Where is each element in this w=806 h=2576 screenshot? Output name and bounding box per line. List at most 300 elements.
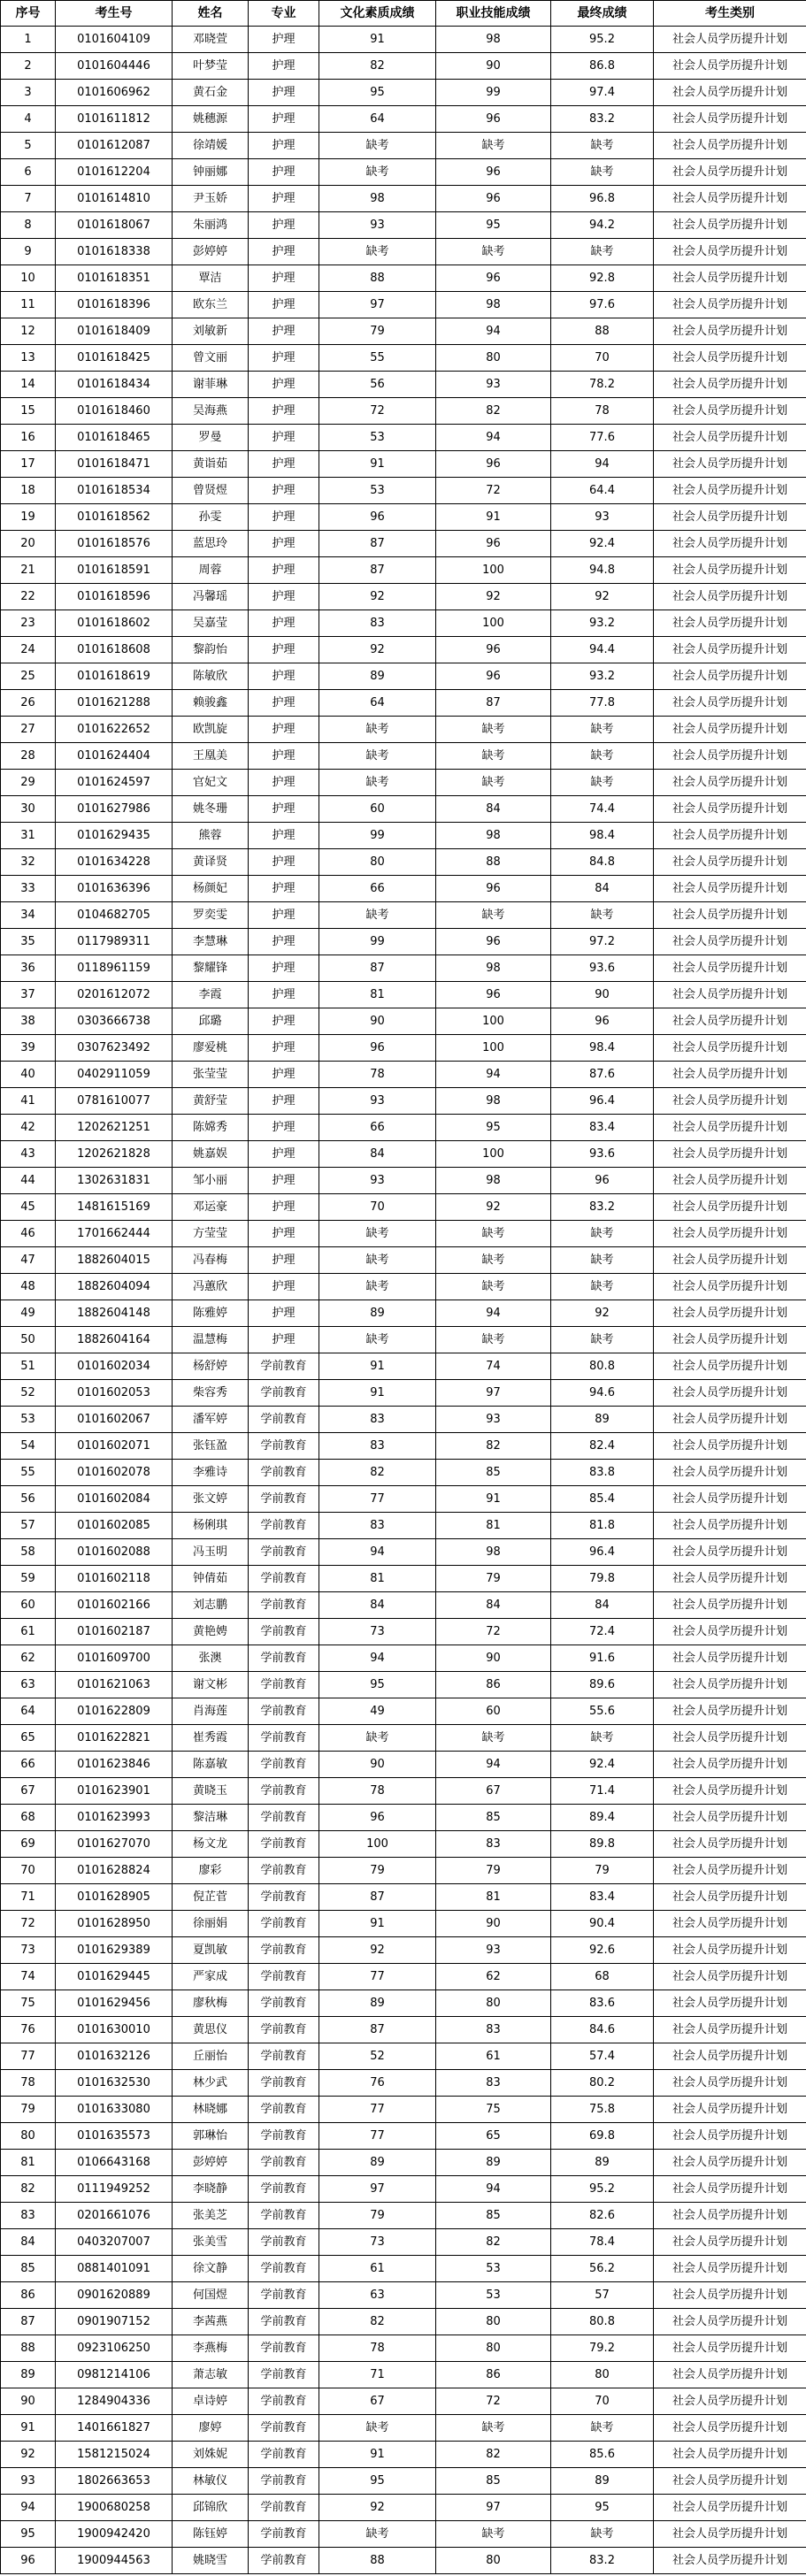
cell-skill-score: 100 — [436, 1141, 551, 1168]
cell-category: 社会人员学历提升计划 — [654, 557, 806, 584]
cell-category: 社会人员学历提升计划 — [654, 2388, 806, 2415]
cell-culture-score: 56 — [319, 372, 436, 398]
cell-skill-score: 98 — [436, 292, 551, 318]
cell-seq: 17 — [1, 451, 56, 478]
cell-skill-score: 94 — [436, 1752, 551, 1778]
table-row — [1, 1380, 806, 1407]
cell-final-score: 85.4 — [551, 1486, 654, 1513]
cell-major: 学前教育 — [249, 2203, 319, 2229]
cell-final-score: 83.6 — [551, 1990, 654, 2017]
cell-category: 社会人员学历提升计划 — [654, 2282, 806, 2309]
cell-candidate-id: 0101618596 — [56, 584, 173, 610]
cell-final-score: 56.2 — [551, 2256, 654, 2282]
cell-skill-score: 99 — [436, 80, 551, 106]
cell-skill-score: 81 — [436, 1884, 551, 1911]
cell-culture-score: 82 — [319, 1460, 436, 1486]
cell-skill-score: 75 — [436, 2097, 551, 2123]
cell-major: 护理 — [249, 504, 319, 531]
table-row — [1, 239, 806, 265]
cell-major: 学前教育 — [249, 2229, 319, 2256]
cell-final-score: 93.2 — [551, 610, 654, 637]
cell-skill-score: 72 — [436, 1619, 551, 1645]
cell-name: 刘志鹏 — [173, 1592, 249, 1619]
cell-candidate-id: 0101618460 — [56, 398, 173, 425]
cell-seq: 52 — [1, 1380, 56, 1407]
cell-final-score: 90.4 — [551, 1911, 654, 1937]
cell-seq: 66 — [1, 1752, 56, 1778]
cell-seq: 95 — [1, 2521, 56, 2548]
cell-category: 社会人员学历提升计划 — [654, 1035, 806, 1062]
cell-name: 叶梦莹 — [173, 53, 249, 80]
cell-category: 社会人员学历提升计划 — [654, 1619, 806, 1645]
cell-major: 学前教育 — [249, 2256, 319, 2282]
cell-final-score: 97.2 — [551, 929, 654, 955]
table-row — [1, 902, 806, 929]
cell-category: 社会人员学历提升计划 — [654, 1831, 806, 1858]
table-row — [1, 80, 806, 106]
cell-final-score: 缺考 — [551, 743, 654, 770]
cell-final-score: 55.6 — [551, 1698, 654, 1725]
table-row — [1, 1645, 806, 1672]
cell-final-score: 95.2 — [551, 2176, 654, 2203]
cell-major: 护理 — [249, 292, 319, 318]
cell-major: 护理 — [249, 1274, 319, 1300]
cell-skill-score: 96 — [436, 876, 551, 902]
cell-candidate-id: 0101618602 — [56, 610, 173, 637]
cell-candidate-id: 0117989311 — [56, 929, 173, 955]
cell-seq: 34 — [1, 902, 56, 929]
table-row — [1, 1990, 806, 2017]
cell-name: 周蓉 — [173, 557, 249, 584]
cell-skill-score: 87 — [436, 690, 551, 717]
cell-major: 护理 — [249, 796, 319, 823]
cell-name: 吴海燕 — [173, 398, 249, 425]
cell-candidate-id: 1581215024 — [56, 2442, 173, 2468]
cell-category: 社会人员学历提升计划 — [654, 1990, 806, 2017]
cell-final-score: 69.8 — [551, 2123, 654, 2150]
cell-category: 社会人员学历提升计划 — [654, 212, 806, 239]
cell-culture-score: 90 — [319, 1752, 436, 1778]
cell-culture-score: 73 — [319, 1619, 436, 1645]
table-row — [1, 265, 806, 292]
cell-category: 社会人员学历提升计划 — [654, 1964, 806, 1990]
cell-major: 护理 — [249, 1008, 319, 1035]
cell-culture-score: 91 — [319, 27, 436, 53]
cell-final-score: 89 — [551, 1407, 654, 1433]
table-row — [1, 292, 806, 318]
table-row — [1, 159, 806, 186]
cell-candidate-id: 0101627986 — [56, 796, 173, 823]
cell-culture-score: 缺考 — [319, 717, 436, 743]
cell-culture-score: 92 — [319, 637, 436, 663]
cell-culture-score: 缺考 — [319, 1327, 436, 1353]
cell-final-score: 缺考 — [551, 1327, 654, 1353]
cell-final-score: 83.4 — [551, 1115, 654, 1141]
cell-category: 社会人员学历提升计划 — [654, 372, 806, 398]
cell-culture-score: 66 — [319, 1115, 436, 1141]
table-row — [1, 1008, 806, 1035]
cell-name: 张文婷 — [173, 1486, 249, 1513]
cell-culture-score: 67 — [319, 2388, 436, 2415]
cell-final-score: 80.8 — [551, 1353, 654, 1380]
cell-culture-score: 89 — [319, 1300, 436, 1327]
cell-major: 学前教育 — [249, 1698, 319, 1725]
cell-culture-score: 73 — [319, 2229, 436, 2256]
cell-candidate-id: 0101629445 — [56, 1964, 173, 1990]
cell-culture-score: 72 — [319, 398, 436, 425]
cell-seq: 89 — [1, 2362, 56, 2388]
cell-culture-score: 63 — [319, 2282, 436, 2309]
cell-candidate-id: 0101602085 — [56, 1513, 173, 1539]
cell-name: 欧凯旋 — [173, 717, 249, 743]
cell-final-score: 95.2 — [551, 27, 654, 53]
cell-category: 社会人员学历提升计划 — [654, 2070, 806, 2097]
table-row — [1, 478, 806, 504]
table-row — [1, 345, 806, 372]
cell-culture-score: 94 — [319, 1645, 436, 1672]
cell-major: 学前教育 — [249, 2017, 319, 2043]
cell-name: 黄诣茹 — [173, 451, 249, 478]
cell-final-score: 79.8 — [551, 1566, 654, 1592]
cell-major: 护理 — [249, 1327, 319, 1353]
cell-seq: 24 — [1, 637, 56, 663]
cell-candidate-id: 0101604109 — [56, 27, 173, 53]
table-row — [1, 2335, 806, 2362]
cell-name: 吴嘉莹 — [173, 610, 249, 637]
cell-major: 学前教育 — [249, 1433, 319, 1460]
cell-candidate-id: 1882604148 — [56, 1300, 173, 1327]
cell-culture-score: 79 — [319, 2203, 436, 2229]
cell-seq: 56 — [1, 1486, 56, 1513]
cell-culture-score: 87 — [319, 2017, 436, 2043]
cell-skill-score: 缺考 — [436, 1725, 551, 1752]
cell-category: 社会人员学历提升计划 — [654, 1513, 806, 1539]
cell-skill-score: 缺考 — [436, 770, 551, 796]
cell-major: 学前教育 — [249, 2309, 319, 2335]
table-row — [1, 1433, 806, 1460]
cell-culture-score: 77 — [319, 2123, 436, 2150]
cell-seq: 84 — [1, 2229, 56, 2256]
cell-skill-score: 98 — [436, 1088, 551, 1115]
table-row — [1, 1035, 806, 1062]
table-row — [1, 1725, 806, 1752]
cell-culture-score: 55 — [319, 345, 436, 372]
cell-skill-score: 82 — [436, 2229, 551, 2256]
cell-skill-score: 100 — [436, 610, 551, 637]
table-row — [1, 1088, 806, 1115]
cell-skill-score: 缺考 — [436, 743, 551, 770]
cell-major: 护理 — [249, 663, 319, 690]
cell-category: 社会人员学历提升计划 — [654, 796, 806, 823]
cell-final-score: 87.6 — [551, 1062, 654, 1088]
cell-culture-score: 77 — [319, 1964, 436, 1990]
table-row — [1, 1698, 806, 1725]
cell-candidate-id: 0101622821 — [56, 1725, 173, 1752]
cell-skill-score: 72 — [436, 2388, 551, 2415]
cell-candidate-id: 0101636396 — [56, 876, 173, 902]
cell-seq: 1 — [1, 27, 56, 53]
cell-category: 社会人员学历提升计划 — [654, 2362, 806, 2388]
cell-category: 社会人员学历提升计划 — [654, 1645, 806, 1672]
cell-seq: 8 — [1, 212, 56, 239]
cell-candidate-id: 0781610077 — [56, 1088, 173, 1115]
cell-category: 社会人员学历提升计划 — [654, 186, 806, 212]
cell-culture-score: 77 — [319, 1486, 436, 1513]
cell-seq: 86 — [1, 2282, 56, 2309]
cell-category: 社会人员学历提升计划 — [654, 2468, 806, 2495]
cell-name: 林晓娜 — [173, 2097, 249, 2123]
cell-candidate-id: 0101629435 — [56, 823, 173, 849]
table-row — [1, 2070, 806, 2097]
cell-seq: 69 — [1, 1831, 56, 1858]
cell-skill-score: 缺考 — [436, 2521, 551, 2548]
cell-culture-score: 91 — [319, 1911, 436, 1937]
table-row — [1, 1486, 806, 1513]
cell-final-score: 77.8 — [551, 690, 654, 717]
table-row — [1, 876, 806, 902]
cell-seq: 83 — [1, 2203, 56, 2229]
cell-final-score: 78.4 — [551, 2229, 654, 2256]
cell-name: 赖骏鑫 — [173, 690, 249, 717]
cell-name: 邓晓萱 — [173, 27, 249, 53]
cell-seq: 9 — [1, 239, 56, 265]
cell-skill-score: 96 — [436, 663, 551, 690]
cell-category: 社会人员学历提升计划 — [654, 133, 806, 159]
cell-seq: 58 — [1, 1539, 56, 1566]
table-row — [1, 2229, 806, 2256]
cell-candidate-id: 0101621063 — [56, 1672, 173, 1698]
cell-category: 社会人员学历提升计划 — [654, 770, 806, 796]
cell-category: 社会人员学历提升计划 — [654, 690, 806, 717]
cell-culture-score: 98 — [319, 186, 436, 212]
cell-culture-score: 100 — [319, 1831, 436, 1858]
table-row — [1, 743, 806, 770]
cell-culture-score: 93 — [319, 1088, 436, 1115]
table-row — [1, 849, 806, 876]
cell-final-score: 缺考 — [551, 902, 654, 929]
cell-name: 黄译贤 — [173, 849, 249, 876]
cell-skill-score: 80 — [436, 2309, 551, 2335]
table-row — [1, 1460, 806, 1486]
cell-final-score: 93.6 — [551, 1141, 654, 1168]
cell-major: 护理 — [249, 955, 319, 982]
cell-final-score: 89.8 — [551, 1831, 654, 1858]
cell-name: 罗奕雯 — [173, 902, 249, 929]
cell-culture-score: 91 — [319, 451, 436, 478]
cell-culture-score: 97 — [319, 2176, 436, 2203]
cell-major: 护理 — [249, 929, 319, 955]
cell-seq: 51 — [1, 1353, 56, 1380]
cell-seq: 49 — [1, 1300, 56, 1327]
cell-category: 社会人员学历提升计划 — [654, 1407, 806, 1433]
cell-final-score: 80.8 — [551, 2309, 654, 2335]
cell-candidate-id: 0101630010 — [56, 2017, 173, 2043]
cell-final-score: 97.6 — [551, 292, 654, 318]
cell-category: 社会人员学历提升计划 — [654, 2097, 806, 2123]
cell-candidate-id: 0101602071 — [56, 1433, 173, 1460]
cell-seq: 44 — [1, 1168, 56, 1194]
table-row — [1, 398, 806, 425]
cell-final-score: 57 — [551, 2282, 654, 2309]
cell-culture-score: 95 — [319, 80, 436, 106]
cell-culture-score: 89 — [319, 2150, 436, 2176]
cell-candidate-id: 0101618534 — [56, 478, 173, 504]
cell-category: 社会人员学历提升计划 — [654, 2043, 806, 2070]
cell-culture-score: 71 — [319, 2362, 436, 2388]
cell-name: 覃洁 — [173, 265, 249, 292]
cell-final-score: 92.4 — [551, 531, 654, 557]
cell-category: 社会人员学历提升计划 — [654, 1274, 806, 1300]
cell-name: 刘姝妮 — [173, 2442, 249, 2468]
cell-name: 尹玉娇 — [173, 186, 249, 212]
cell-seq: 37 — [1, 982, 56, 1008]
cell-major: 护理 — [249, 690, 319, 717]
cell-category: 社会人员学历提升计划 — [654, 2495, 806, 2521]
cell-skill-score: 86 — [436, 2362, 551, 2388]
cell-culture-score: 87 — [319, 955, 436, 982]
cell-name: 陈嘉敏 — [173, 1752, 249, 1778]
cell-culture-score: 缺考 — [319, 239, 436, 265]
cell-candidate-id: 1284904336 — [56, 2388, 173, 2415]
cell-major: 护理 — [249, 1141, 319, 1168]
cell-category: 社会人员学历提升计划 — [654, 1778, 806, 1805]
table-row — [1, 2388, 806, 2415]
cell-final-score: 96.4 — [551, 1088, 654, 1115]
cell-skill-score: 86 — [436, 1672, 551, 1698]
cell-major: 学前教育 — [249, 1380, 319, 1407]
cell-final-score: 84.6 — [551, 2017, 654, 2043]
cell-category: 社会人员学历提升计划 — [654, 451, 806, 478]
cell-name: 陈钰婷 — [173, 2521, 249, 2548]
cell-final-score: 缺考 — [551, 2521, 654, 2548]
cell-name: 王凰美 — [173, 743, 249, 770]
cell-skill-score: 90 — [436, 1911, 551, 1937]
cell-skill-score: 96 — [436, 451, 551, 478]
cell-skill-score: 95 — [436, 1115, 551, 1141]
table-row — [1, 2495, 806, 2521]
cell-skill-score: 91 — [436, 504, 551, 531]
cell-candidate-id: 0101627070 — [56, 1831, 173, 1858]
table-row — [1, 2123, 806, 2150]
cell-culture-score: 93 — [319, 1168, 436, 1194]
cell-major: 护理 — [249, 1221, 319, 1247]
cell-major: 学前教育 — [249, 1858, 319, 1884]
cell-culture-score: 64 — [319, 106, 436, 133]
cell-category: 社会人员学历提升计划 — [654, 1008, 806, 1035]
cell-seq: 65 — [1, 1725, 56, 1752]
cell-skill-score: 缺考 — [436, 2415, 551, 2442]
cell-category: 社会人员学历提升计划 — [654, 717, 806, 743]
cell-skill-score: 94 — [436, 318, 551, 345]
cell-name: 张莹莹 — [173, 1062, 249, 1088]
table-row — [1, 1062, 806, 1088]
cell-culture-score: 88 — [319, 2548, 436, 2574]
cell-major: 护理 — [249, 1115, 319, 1141]
table-row — [1, 1274, 806, 1300]
cell-category: 社会人员学历提升计划 — [654, 1062, 806, 1088]
cell-candidate-id: 0101633080 — [56, 2097, 173, 2123]
cell-final-score: 74.4 — [551, 796, 654, 823]
cell-skill-score: 97 — [436, 1380, 551, 1407]
cell-major: 学前教育 — [249, 1911, 319, 1937]
cell-major: 护理 — [249, 849, 319, 876]
cell-name: 邹小丽 — [173, 1168, 249, 1194]
cell-major: 学前教育 — [249, 2388, 319, 2415]
cell-major: 护理 — [249, 770, 319, 796]
cell-name: 彭婷婷 — [173, 2150, 249, 2176]
cell-candidate-id: 1481615169 — [56, 1194, 173, 1221]
cell-skill-score: 61 — [436, 2043, 551, 2070]
cell-final-score: 80.2 — [551, 2070, 654, 2097]
cell-category: 社会人员学历提升计划 — [654, 1539, 806, 1566]
cell-culture-score: 84 — [319, 1592, 436, 1619]
cell-seq: 13 — [1, 345, 56, 372]
header-seq: 序号 — [1, 1, 56, 27]
table-row — [1, 1937, 806, 1964]
cell-name: 姚晓雪 — [173, 2548, 249, 2574]
cell-skill-score: 缺考 — [436, 1274, 551, 1300]
cell-name: 卓诗婷 — [173, 2388, 249, 2415]
cell-candidate-id: 1202621828 — [56, 1141, 173, 1168]
cell-major: 护理 — [249, 425, 319, 451]
cell-candidate-id: 0101618619 — [56, 663, 173, 690]
cell-final-score: 82.6 — [551, 2203, 654, 2229]
cell-seq: 75 — [1, 1990, 56, 2017]
cell-category: 社会人员学历提升计划 — [654, 663, 806, 690]
cell-candidate-id: 0101618465 — [56, 425, 173, 451]
cell-culture-score: 缺考 — [319, 2415, 436, 2442]
cell-culture-score: 缺考 — [319, 770, 436, 796]
cell-seq: 45 — [1, 1194, 56, 1221]
cell-name: 黄舒莹 — [173, 1088, 249, 1115]
table-row — [1, 1911, 806, 1937]
cell-final-score: 79.2 — [551, 2335, 654, 2362]
table-row — [1, 425, 806, 451]
cell-name: 萧志敏 — [173, 2362, 249, 2388]
cell-culture-score: 77 — [319, 2097, 436, 2123]
cell-candidate-id: 0101634228 — [56, 849, 173, 876]
cell-name: 陈嫦秀 — [173, 1115, 249, 1141]
cell-category: 社会人员学历提升计划 — [654, 53, 806, 80]
table-row — [1, 2097, 806, 2123]
table-row — [1, 2521, 806, 2548]
cell-skill-score: 90 — [436, 1645, 551, 1672]
cell-major: 学前教育 — [249, 1460, 319, 1486]
cell-skill-score: 85 — [436, 2203, 551, 2229]
cell-final-score: 缺考 — [551, 717, 654, 743]
cell-skill-score: 94 — [436, 425, 551, 451]
table-row — [1, 717, 806, 743]
cell-name: 张澳 — [173, 1645, 249, 1672]
cell-name: 曾文丽 — [173, 345, 249, 372]
cell-skill-score: 94 — [436, 1300, 551, 1327]
table-row — [1, 1513, 806, 1539]
table-row — [1, 372, 806, 398]
table-row — [1, 584, 806, 610]
cell-name: 杨颜妃 — [173, 876, 249, 902]
cell-candidate-id: 0303666738 — [56, 1008, 173, 1035]
cell-category: 社会人员学历提升计划 — [654, 1805, 806, 1831]
cell-seq: 76 — [1, 2017, 56, 2043]
cell-seq: 79 — [1, 2097, 56, 2123]
cell-skill-score: 96 — [436, 531, 551, 557]
cell-candidate-id: 1302631831 — [56, 1168, 173, 1194]
table-row — [1, 2043, 806, 2070]
cell-major: 学前教育 — [249, 2282, 319, 2309]
cell-candidate-id: 0101618396 — [56, 292, 173, 318]
cell-candidate-id: 1900942420 — [56, 2521, 173, 2548]
cell-name: 方莹莹 — [173, 1221, 249, 1247]
